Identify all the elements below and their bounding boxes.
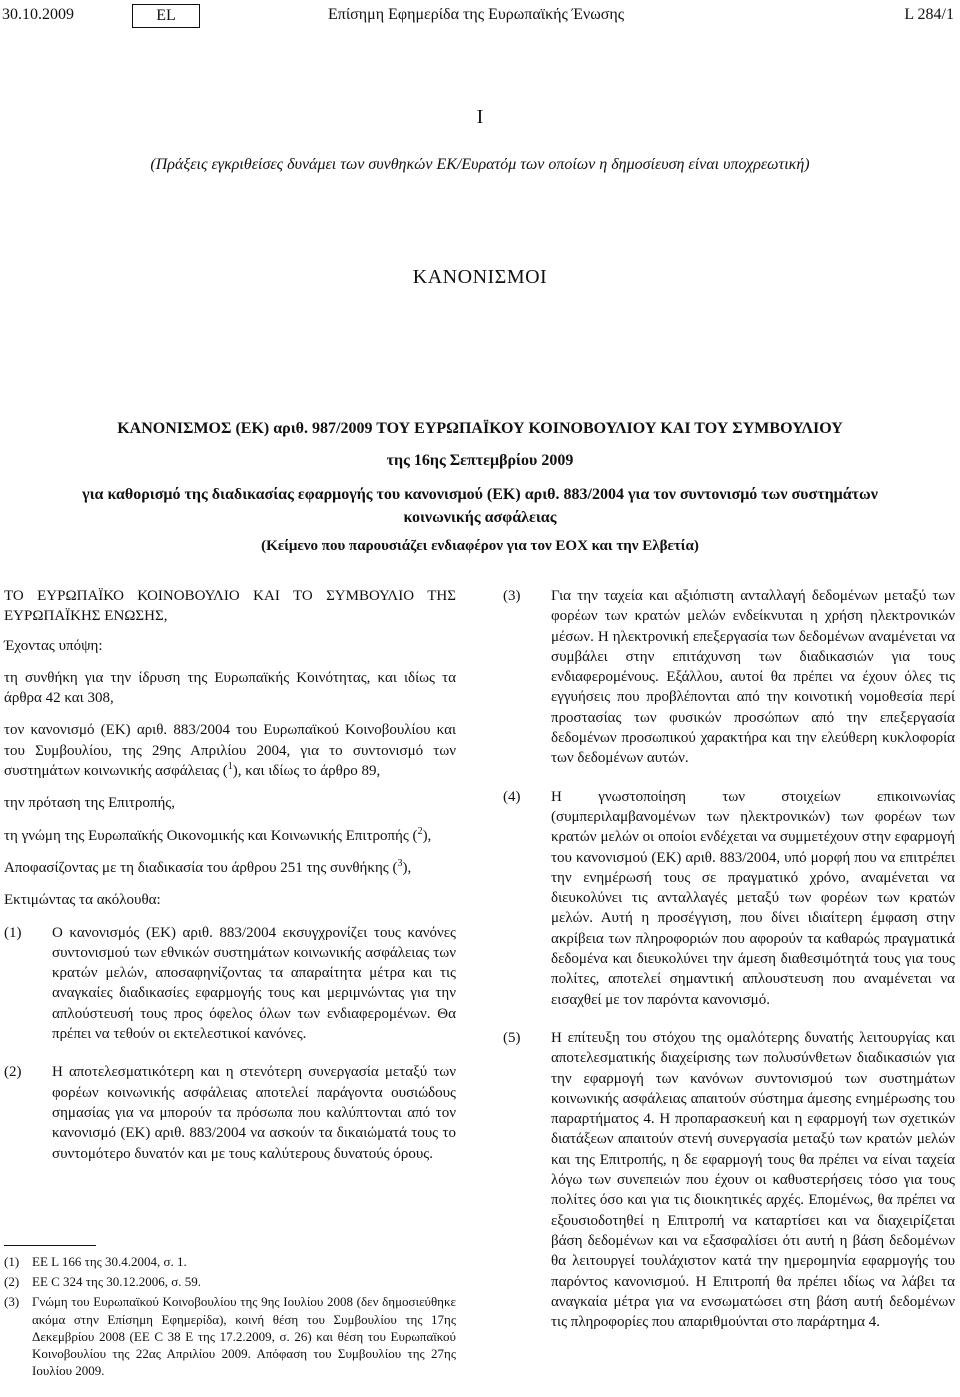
recital-text: Για την ταχεία και αξιόπιστη ανταλλαγή δεδομένων μεταξύ των φορέων των κρατών μελών ενδείκνυται η χρήση ηλεκτρονικών μέσων. Η ηλεκτρονική επεξεργασία των δεδομένων αναμένεται να συμβάλει στην επιτάχυνση των διαδικασιών για τους ενδιαφερομένους. Εξάλλου, αυτοί θα πρέπει να έχουν όλες τις εγγυήσεις που προβλέπονται από την κοινοτική νομοθεσία περί προστασίας των φυσικών προσώπων από την επεξεργασία δεδομένων προσωπικού χαρακτήρα και την ελεύθερη κυκλοφορία των δεδομένων αυτών. [551, 588, 955, 767]
recital-number: (2) [4, 1064, 22, 1081]
citation-esc-tail: ), [422, 827, 432, 844]
recital-number: (4) [503, 788, 521, 805]
recital [503, 586, 955, 769]
regulation-eea-note: (Κείμενο που παρουσιάζει ενδιαφέρον για τον ΕΟΧ και την Ελβετία) [261, 538, 699, 554]
citation-esc-opinion [4, 826, 456, 846]
footnote-ref: 3 [397, 857, 403, 869]
footnote [4, 1253, 456, 1270]
recital [4, 1062, 456, 1163]
citation-procedure [4, 858, 456, 878]
footnote-divider [4, 1245, 96, 1246]
recital-number: (3) [503, 588, 521, 604]
language-badge: EL [132, 4, 200, 28]
footnote-ref: 2 [417, 825, 423, 837]
whereas-heading: Εκτιμώντας τα ακόλουθα: [4, 892, 161, 909]
recital-text: Ο κανονισμός (ΕΚ) αριθ. 883/2004 εκσυγχρονίζει τους κανόνες συντονισμού των εθνικών συστημάτων κοινωνικής ασφάλειας των κρατών μελών, αποσαφηνίζοντας τα απαραίτητα μέτρα και τις αναγκαίες διαδικασίες εφαρμογής τους και μεριμνώντας για την απλούστευσή τους προς όφελος όλων των ενδιαφερομένων. Θα πρέπει να τεθούν οι εκτελεστικοί κανόνες. [52, 924, 456, 1043]
recital [503, 1028, 955, 1332]
recital [4, 923, 456, 1045]
footnote-text: ΕΕ L 166 της 30.4.2004, σ. 1. [32, 1254, 187, 1269]
recital-number: (5) [503, 1029, 521, 1046]
citation-regulation [4, 720, 456, 781]
footnote-text: Γνώμη του Ευρωπαϊκού Κοινοβουλίου της 9ης Ιουλίου 2008 (δεν δημοσιεύθηκε ακόμα στην Επίσημη Εφημερίδα), κοινή θέση του Συμβουλίου της 17ης Δεκεμβρίου 2008 (ΕΕ C 38 E της 17.2.2009, σ. 26) και θέση του Ευρωπαϊκού Κοινοβουλίου της 22ας Απριλίου 2009. Απόφαση του Συμβουλίου της 27ης Ιουλίου 2009. [32, 1294, 456, 1379]
regulation-title: ΚΑΝΟΝΙΣΜΟΣ (ΕΚ) αριθ. 987/2009 ΤΟΥ ΕΥΡΩΠΑΪΚΟΥ ΚΟΙΝΟΒΟΥΛΙΟΥ ΚΑΙ ΤΟΥ ΣΥΜΒΟΥΛΙΟΥ [117, 420, 843, 437]
page-reference: L 284/1 [904, 6, 954, 23]
citation-procedure-text: Αποφασίζοντας με τη διαδικασία του άρθρου 251 της συνθήκης ( [4, 859, 398, 876]
citation-regulation-text: τον κανονισμό (ΕΚ) αριθ. 883/2004 του Ευρωπαϊκού Κοινοβουλίου και του Συμβουλίου, της 29ης Απριλίου 2004, για το συντονισμό των συστημάτων κοινωνικής ασφάλειας ( [4, 722, 456, 780]
footnote [4, 1273, 456, 1290]
section-title: ΚΑΝΟΝΙΣΜΟΙ [412, 266, 548, 288]
footnote-ref: 1 [227, 761, 233, 773]
recital-text: Η επίτευξη του στόχου της ομαλότερης δυνατής λειτουργίας και αποτελεσματικής διαχείρισης των πολυσύνθετων διαδικασιών για την εφαρμογή των κανόνων συντονισμού των συστημάτων κοινωνικής ασφάλειας απαιτούν σύστημα άμεσης ενημέρωσης του παραρτήματος 4. Η προπαρασκευή και η εφαρμογή των σχετικών διατάξεων απαιτούν στενή συνεργασία μεταξύ των κρατών μελών και της Επιτροπής, η δε εφαρμογή τους θα πρέπει να είναι ταχεία λόγω των συνεπειών που έχουν οι καθυστερήσεις τόσο για τους πολίτες όσο και για τις διοικητικές αρχές. Επομένως, θα πρέπει να εξουσιοδοτηθεί η Επιτροπή να καταρτίσει και να διαχειρίζεται βάση δεδομένων και να εξασφαλίσει ότι αυτή η βάση δεδομένων θα λειτουργεί τουλάχιστον κατά την ημερομηνία εφαρμογής του παρόντος κανονισμού. Η Επιτροπή θα πρέπει ιδίως να λάβει τα αναγκαία μέτρα για να ενσωματώσει στη βάση αυτή δεδομένων τις πληροφορίες που απαριθμούνται στο παράρτημα 4. [551, 1029, 955, 1331]
part-numeral: I [476, 106, 484, 128]
footnote-text: ΕΕ C 324 της 30.12.2006, σ. 59. [32, 1274, 201, 1290]
citation-esc-text: τη γνώμη της Ευρωπαϊκής Οικονομικής και Κοινωνικής Επιτροπής ( [4, 827, 418, 844]
having-regard: Έχοντας υπόψη: [4, 637, 103, 654]
citation-procedure-tail: ), [402, 859, 412, 876]
preamble: ΤΟ ΕΥΡΩΠΑΪΚΟ ΚΟΙΝΟΒΟΥΛΙΟ ΚΑΙ ΤΟ ΣΥΜΒΟΥΛΙΟ ΤΗΣ ΕΥΡΩΠΑΪΚΗΣ ΕΝΩΣΗΣ, [4, 588, 456, 625]
recital-text: Η γνωστοποίηση των στοιχείων επικοινωνίας (συμπεριλαμβανομένων των ηλεκτρονικών) των φορέων των κρατών μελών οι οποίοι ενδέχεται να συμμετέχουν στην εφαρμογή του κανονισμού (ΕΚ) αριθ. 883/2004, υπό μορφή που να επιτρέπει την ενημέρωσή τους σε πραγματικό χρόνο, αναμένεται να διευκολύνει τις ανταλλαγές μεταξύ των φορέων των κρατών μελών. Αυτή η προσέγγιση, που δίνει ιδιαίτερη έμφαση στην ακρίβεια των πληροφοριών που αφορούν τα καθαρώς πραγματικά δεδομένα και διευκολύνει την άμεση διαθεσιμότητά τους για τους πολίτες, αποτελεί σημαντική απλουστευση που αναμένεται να εισαχθεί με τον παρόντα κανονισμό. [551, 788, 955, 1008]
footnote [4, 1293, 456, 1379]
regulation-date: της 16ης Σεπτεμβρίου 2009 [386, 452, 574, 469]
right-column [503, 586, 955, 1350]
journal-title: Επίσημη Εφημερίδα της Ευρωπαϊκής Ένωσης [328, 6, 625, 23]
recital-text: Η αποτελεσματικότερη και η στενότερη συνεργασία μεταξύ των φορέων κοινωνικής ασφάλειας αποτελεί παράγοντα ουσιώδους σημασίας για να μπορούν τα πρόσωπα που καλύπτονται από τον κανονισμό (ΕΚ) αριθ. 883/2004 να ασκούν τα δικαιώματά τους το συντομότερο δυνατόν και με τους καλύτερους δυνατούς όρους. [52, 1064, 456, 1162]
regulation-subject: για καθορισμό της διαδικασίας εφαρμογής του κανονισμού (ΕΚ) αριθ. 883/2004 για τον συντονισμό των συστημάτων κοινωνικής ασφάλειας [82, 486, 878, 526]
part-subtitle: (Πράξεις εγκριθείσες δυνάμει των συνθηκών ΕΚ/Ευρατόμ των οποίων η δημοσίευση είναι υποχρεωτική) [150, 156, 810, 173]
citation-treaty: τη συνθήκη για την ίδρυση της Ευρωπαϊκής Κοινότητας, και ιδίως τα άρθρα 42 και 308, [4, 669, 456, 707]
left-column [4, 586, 456, 1182]
citation-regulation-tail: ), και ιδίως το άρθρο 89, [232, 763, 381, 780]
footnote-number: (2) [4, 1274, 20, 1290]
page-header [0, 6, 960, 32]
recital [503, 787, 955, 1010]
header-date: 30.10.2009 [2, 6, 74, 23]
footnotes [4, 1253, 456, 1382]
citation-proposal: την πρόταση της Επιτροπής, [4, 795, 175, 812]
recital-number: (1) [4, 924, 22, 941]
footnote-number: (3) [4, 1294, 20, 1310]
footnote-number: (1) [4, 1254, 20, 1269]
